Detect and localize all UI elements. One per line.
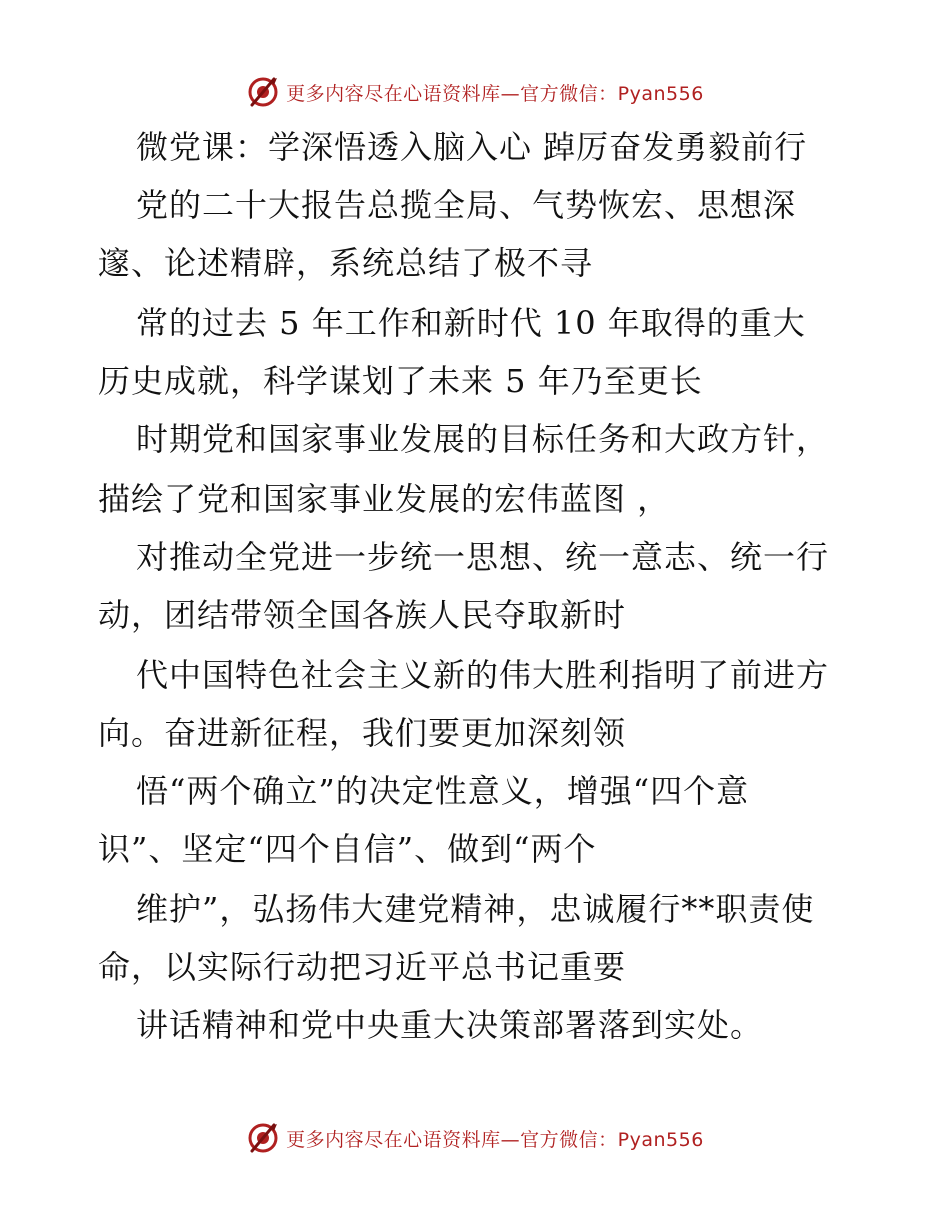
watermark-text: 更多内容尽在心语资料库—官方微信：Pyan556 (286, 1128, 704, 1151)
text-line: 维护”，弘扬伟大建党精神，忠诚履行**职责使 (136, 890, 815, 928)
text-line: 党的二十大报告总揽全局、气势恢宏、思想深 (136, 186, 797, 224)
text-line: 识”、坚定“四个自信”、做到“两个 (98, 830, 597, 868)
text-line: 邃、论述精辟，系统总结了极不寻 (98, 244, 594, 282)
text-line: 动，团结带领全国各族人民夺取新时 (98, 596, 627, 634)
text-line: 常的过去 5 年工作和新时代 10 年取得的重大 (136, 304, 806, 342)
text-line: 时期党和国家事业发展的目标任务和大政方针， (136, 420, 830, 458)
text-line: 悟“两个确立”的决定性意义，增强“四个意 (136, 772, 750, 810)
text-line: 描绘了党和国家事业发展的宏伟蓝图 ， (98, 480, 671, 518)
text-line: 历史成就，科学谋划了未来 5 年乃至更长 (98, 362, 703, 400)
text-line: 讲话精神和党中央重大决策部署落到实处。 (136, 1006, 764, 1044)
text-line: 命，以实际行动把习近平总书记重要 (98, 948, 627, 986)
text-line: 向。奋进新征程，我们要更加深刻领 (98, 714, 627, 752)
document-title: 微党课：学深悟透入脑入心 踔厉奋发勇毅前行 (136, 128, 808, 166)
quill-logo-icon (246, 1121, 280, 1155)
text-line: 代中国特色社会主义新的伟大胜利指明了前进方 (136, 656, 830, 694)
quill-logo-icon (246, 75, 280, 109)
header-watermark (0, 72, 950, 112)
watermark-text: 更多内容尽在心语资料库—官方微信：Pyan556 (286, 82, 704, 105)
footer-watermark (0, 1118, 950, 1158)
text-line: 对推动全党进一步统一思想、统一意志、统一行 (136, 538, 830, 576)
